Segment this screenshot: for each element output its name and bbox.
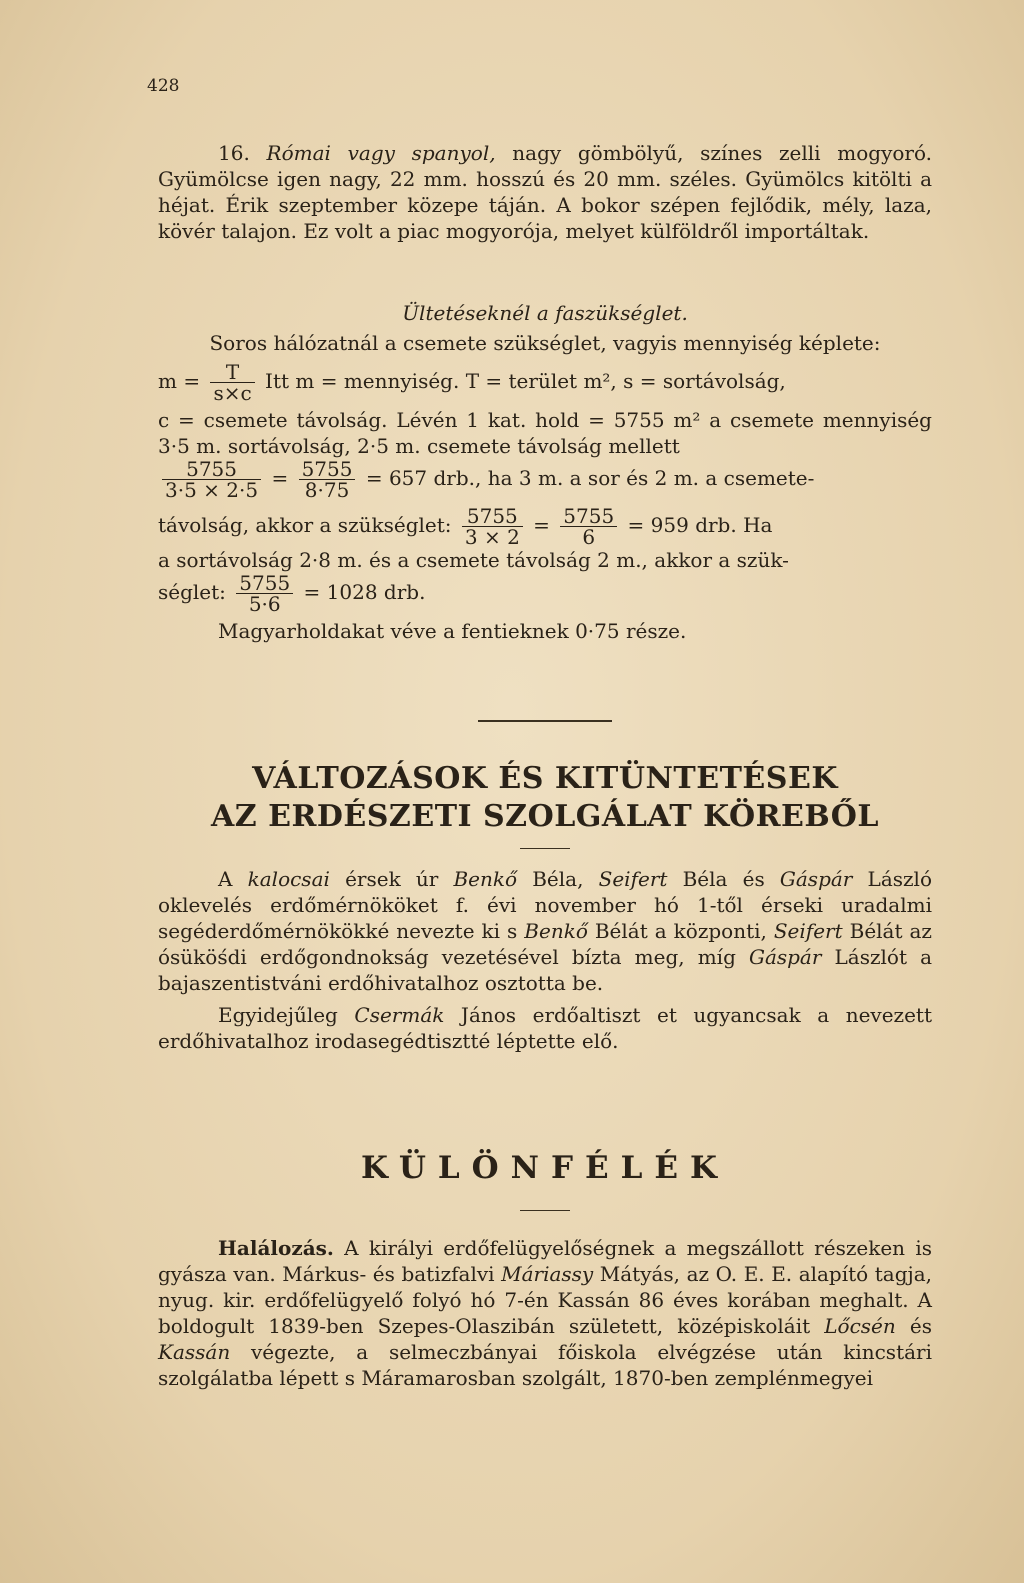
obituary-lead: Halálozás. (218, 1236, 334, 1260)
changes-paragraph-2: Egyidejűleg Csermák János erdőaltiszt et ugyancsak a nevezett erdőhivatalhoz irodasegédtisztté léptette elő. (158, 1003, 932, 1053)
calc-line-4: séglet: $\frac{5755}{5\cdot 6}$ = 1028 drb. (158, 571, 426, 616)
seedling-section (158, 330, 932, 644)
changes-paragraph-1: A kalocsai érsek úr Benkő Béla, Seifert Béla és Gáspár László oklevelés erdőmérnököket f. évi november hó 1-től érseki uradalmi segéderdőmérnökökké nevezte ki s Benkő Bélát a központi, Seifert Bélát az ósüköśdi erdőgondnokság vezetésével bízta meg, míg Gáspár Lászlót a bajaszentistváni erdőhivatalhoz osztotta be. (158, 867, 932, 995)
entry-16 (158, 140, 932, 244)
obituary-paragraph: Halálozás. A királyi erdőfelügyelőségnek a megszállott részeken is gyásza van. Márkus- és batizfalvi Máriassy Mátyás, az O. E. E. alapító tagja, nyug. kir. erdőfelügyelő folyó hó 7-én Kassán 86 éves korában meghalt. A boldogult 1839-ben Szepes-Olaszibán született, középiskoláit Lőcsén és Kassán végezte, a selmeczbányai főiskola elvégzése után kincstári szolgálatba lépett s Máramarosban szolgált, 1870-ben zemplénmegyei (158, 1236, 932, 1390)
calc-line-1: $\frac{5755}{3\cdot 5 \times 2\cdot 5}$ = $\frac{5755}{8\cdot 75}$ = 657 drb., ha 3 m. a sor és 2 m. a csemete- (158, 459, 932, 500)
hold-note: Magyarholdakat véve a fentieknek 0·75 része. (218, 619, 687, 643)
calc-line-3: a sortávolság 2·8 m. és a csemete távolság 2 m., akkor a szük- (158, 548, 789, 572)
entry-text: nagy gömbölyű, színes zelli mogyoró. Gyümölcse igen nagy, 22 mm. hosszú és 20 mm. széles. Gyümölcs kitölti a héjat. Érik szeptember közepe táján. A bokor szépen fejlődik, mély, laza, kövér talajon. Ez volt a piac mogyorója, melyet külföldről importáltak. (158, 141, 933, 243)
page-number: 428 (147, 76, 180, 96)
formula-fraction: $\frac{T}{s\times c}$ (210, 362, 254, 403)
calc-line-2: távolság, akkor a szükséglet: $\frac{5755}{3 \times 2}$ = $\frac{5755}{6}$ = 959 drb. Ha (158, 504, 773, 549)
misc-section (158, 1235, 932, 1391)
example-line: c = csemete távolság. Lévén 1 kat. hold = 5755 m² a csemete mennyiség 3·5 m. sortávolság, 2·5 m. csemete távolság mellett (158, 408, 932, 458)
formula-definitions: Itt m = mennyiség. T = terület m², s = sortávolság, (265, 369, 786, 393)
heading-ornament (520, 848, 570, 849)
entry-number: 16. (218, 141, 250, 165)
seedling-intro: Soros hálózatnál a csemete szükséglet, vagyis mennyiség képlete: (209, 331, 881, 355)
section-heading-misc: KÜLÖNFÉLÉK (360, 1150, 729, 1186)
section-divider (478, 720, 612, 722)
formula-line: m = $\frac{T}{s\times c}$ Itt m = mennyiség. T = terület m², s = sortávolság, (158, 360, 786, 405)
heading-ornament (520, 1210, 570, 1211)
entry-title: Római vagy spanyol, (266, 141, 496, 165)
seedling-subtitle: Ültetéseknél a faszükséglet. (402, 301, 688, 325)
section-heading-changes: VÁLTOZÁSOK ÉS KITÜNTETÉSEK AZ ERDÉSZETI SZOLGÁLAT KÖREBŐL (210, 761, 880, 834)
changes-section (158, 866, 932, 1054)
